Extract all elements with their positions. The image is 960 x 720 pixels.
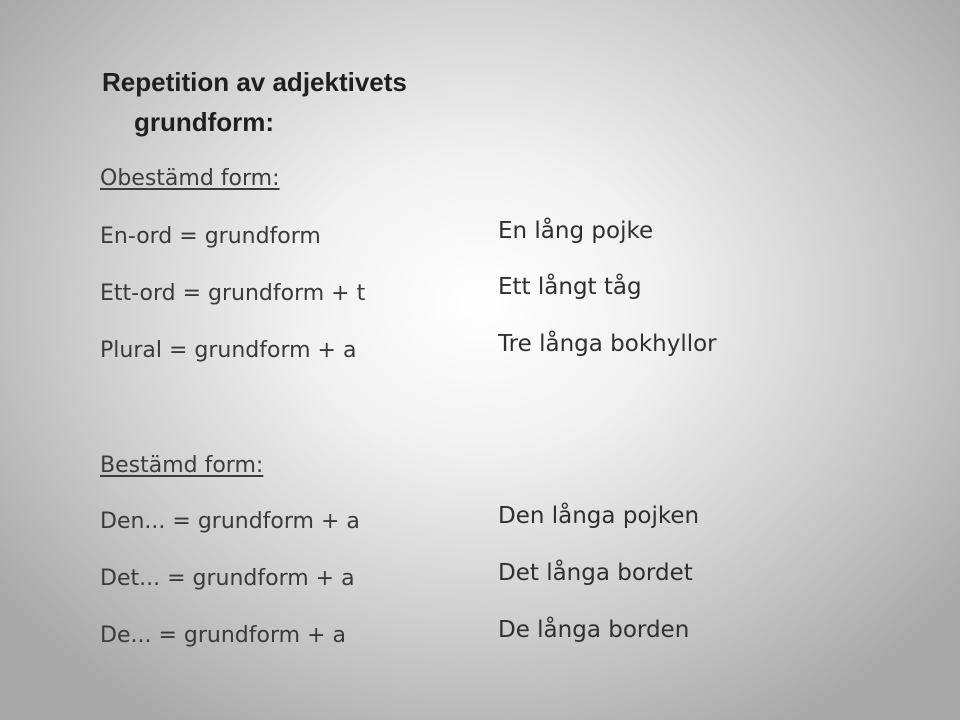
- indefinite-rule-ett-ord: Ett-ord = grundform + t: [100, 281, 366, 306]
- definite-example-den: Den långa pojken: [498, 503, 700, 529]
- slide-title: [102, 62, 522, 142]
- definite-example-de: De långa borden: [498, 617, 690, 643]
- definite-rule-den: Den... = grundform + a: [100, 509, 360, 534]
- definite-rule-det: Det... = grundform + a: [100, 566, 355, 591]
- indefinite-example-ett: Ett långt tåg: [498, 274, 642, 300]
- definite-heading: Bestämd form:: [100, 453, 264, 478]
- indefinite-example-plural: Tre långa bokhyllor: [498, 331, 717, 357]
- title-line-2: grundform:: [134, 107, 275, 137]
- definite-example-det: Det långa bordet: [498, 560, 693, 586]
- indefinite-example-en: En lång pojke: [498, 218, 654, 244]
- title-line-1: Repetition av adjektivets: [102, 67, 407, 97]
- definite-rule-de: De... = grundform + a: [100, 623, 346, 648]
- indefinite-rule-en-ord: En-ord = grundform: [100, 224, 321, 249]
- indefinite-heading: Obestämd form:: [100, 166, 280, 191]
- indefinite-rule-plural: Plural = grundform + a: [100, 338, 357, 363]
